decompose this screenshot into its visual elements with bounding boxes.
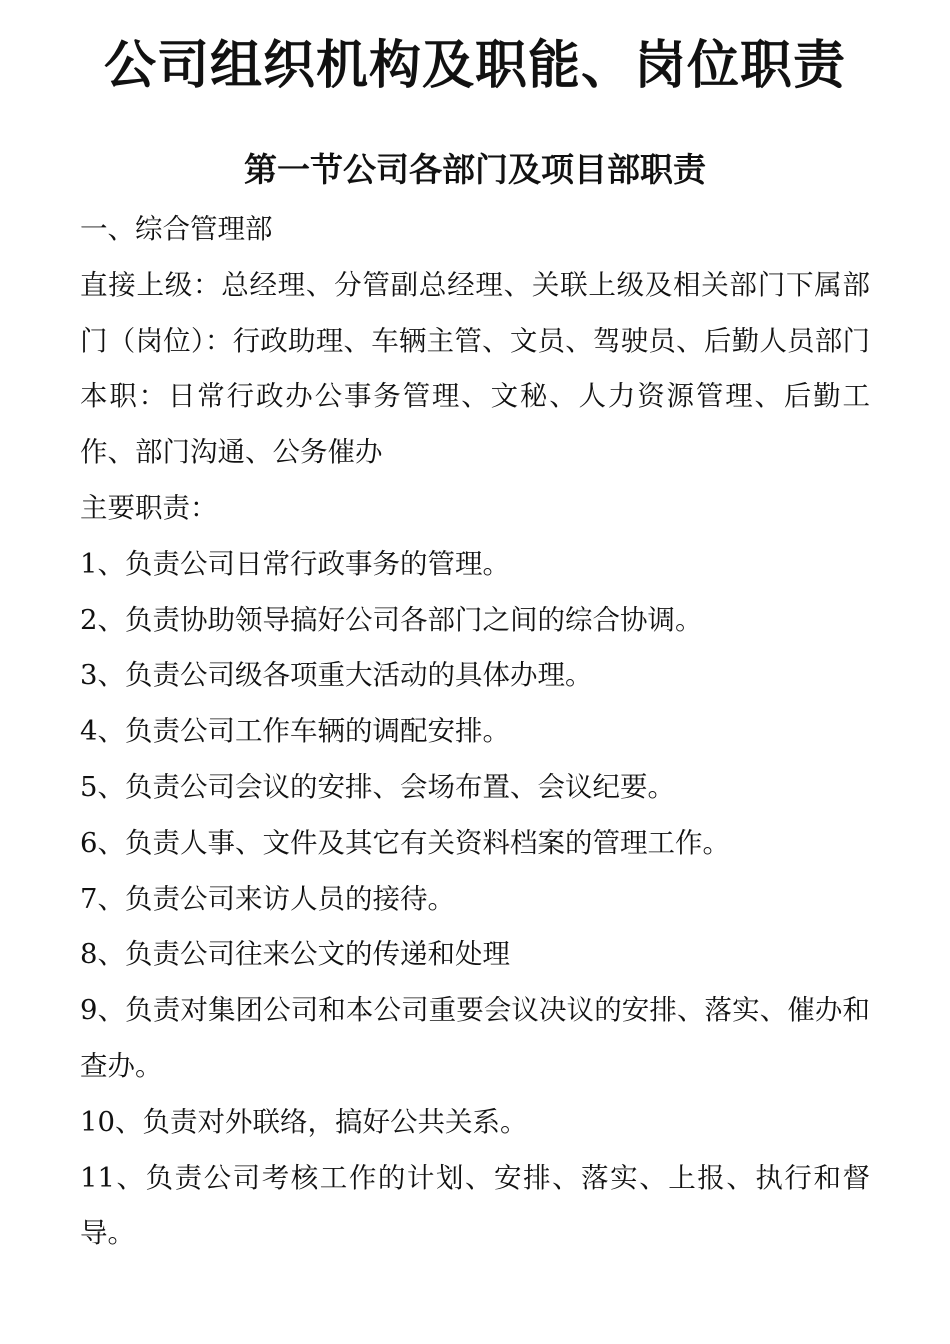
duty-item-7: 7、负责公司来访人员的接待。: [80, 882, 455, 915]
duty-item-1: 1、负责公司日常行政事务的管理。: [80, 547, 510, 580]
duty-item-3: 3、负责公司级各项重大活动的具体办理。: [80, 659, 593, 692]
duty-item-8: 8、负责公司往来公文的传递和处理: [80, 938, 510, 971]
duty-item-4: 4、负责公司工作车辆的调配安排。: [80, 715, 510, 748]
duties-heading: 主要职责：: [80, 491, 218, 524]
duty-item-5: 5、负责公司会议的安排、会场布置、会议纪要。: [80, 770, 675, 803]
department-heading: 一、综合管理部: [80, 213, 273, 245]
duty-item-6: 6、负责人事、文件及其它有关资料档案的管理工作。: [80, 826, 730, 859]
department-intro-paragraph: 直接上级：总经理、分管副总经理、关联上级及相关部门下属部门（岗位）：行政助理、车辆主管、文员、驾驶员、后勤人员部门本职：日常行政办公事务管理、文秘、人力资源管理、后勤工作、部门沟通、公务催办: [80, 268, 870, 469]
duty-item-11: 11、负责公司考核工作的计划、安排、落实、上报、执行和督导。: [80, 1161, 870, 1250]
section-title: 第一节公司各部门及项目部职责: [244, 150, 706, 189]
document-body: [80, 202, 870, 1262]
document-title: 公司组织机构及职能、岗位职责: [103, 36, 846, 96]
duty-item-10: 10、负责对外联络，搞好公共关系。: [80, 1105, 528, 1138]
duty-item-2: 2、负责协助领导搞好公司各部门之间的综合协调。: [80, 603, 703, 636]
duty-item-9: 9、负责对集团公司和本公司重要会议决议的安排、落实、催办和查办。: [80, 994, 870, 1082]
